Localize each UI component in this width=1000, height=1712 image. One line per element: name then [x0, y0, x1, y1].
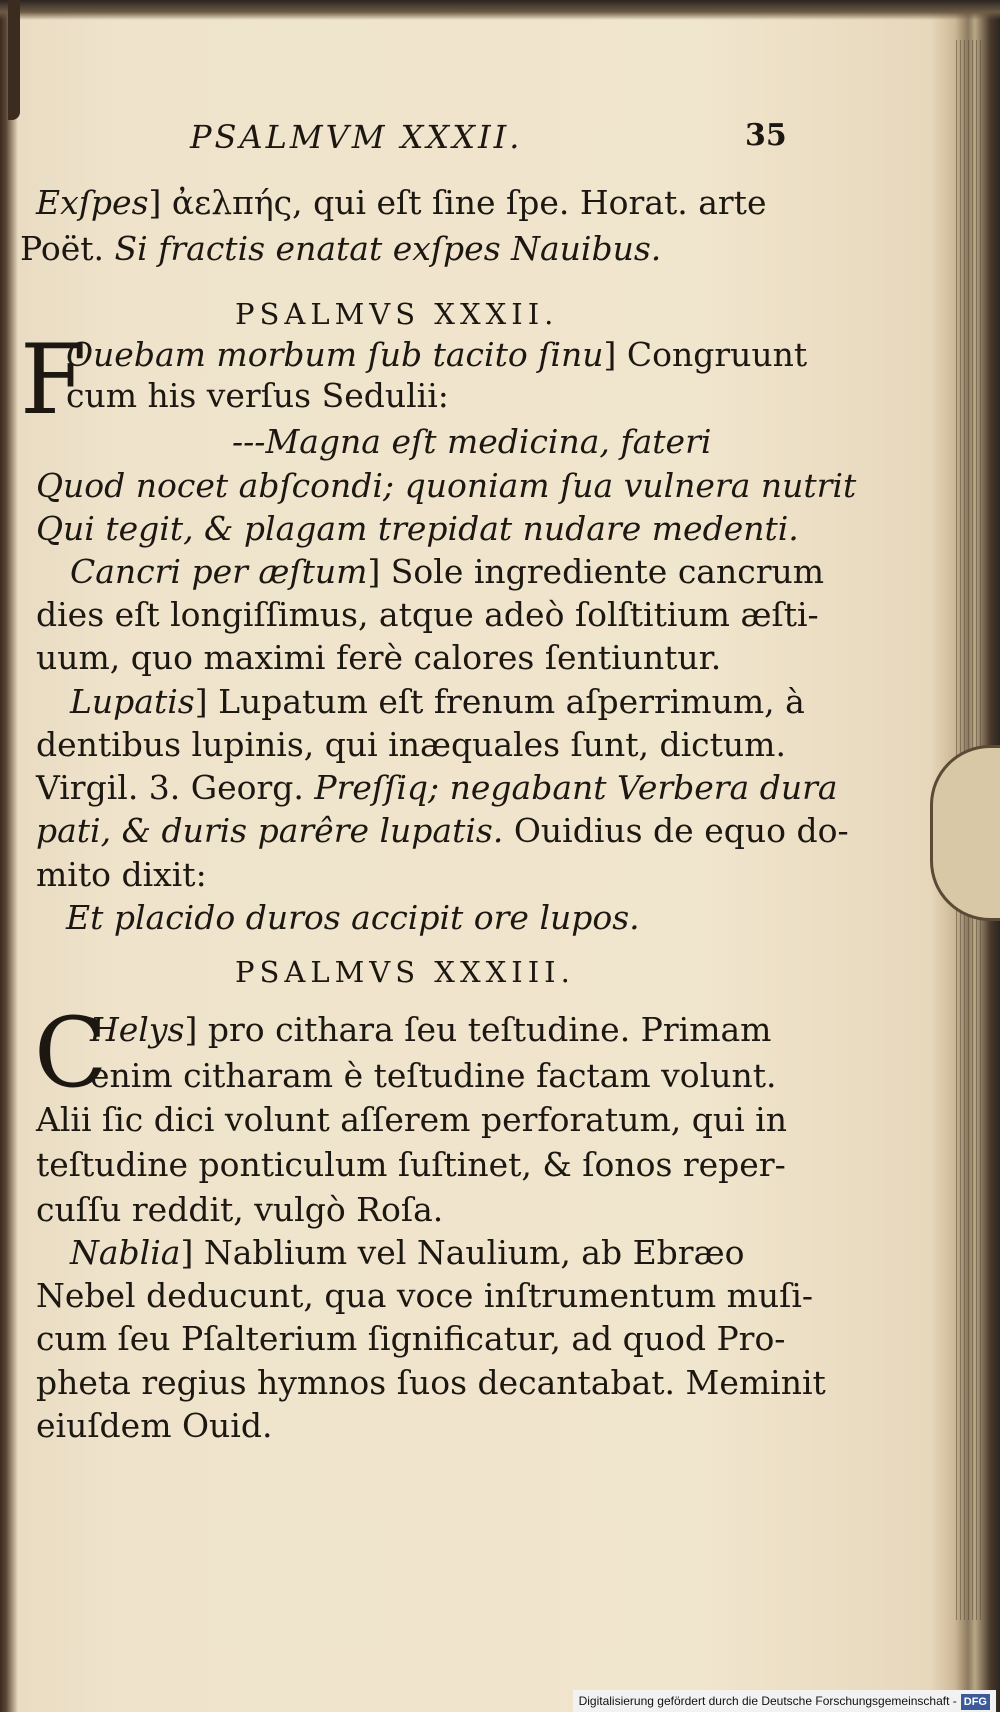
text-line: [36, 811, 849, 851]
roman-segment: ] Congruunt: [603, 335, 808, 374]
text-line: [36, 1145, 786, 1185]
roman-segment: uum, quo maximi ferè calores ſentiuntur.: [36, 638, 722, 677]
italic-segment: Ouebam morbum ſub tacito ſinu: [66, 335, 604, 374]
text-line: [36, 1363, 826, 1403]
roman-segment: mito dixit:: [36, 855, 207, 894]
roman-segment: ] ἀελπής, qui eſt ſine ſpe. Horat. arte: [148, 183, 767, 222]
roman-segment: ] Nablium vel Naulium, ab Ebræo: [180, 1233, 745, 1272]
text-line: [36, 466, 856, 506]
drop-cap-c: C: [34, 997, 108, 1109]
text-line: [90, 1056, 776, 1096]
roman-segment: Nebel deducunt, qua voce inſtrumentum muſi-: [36, 1276, 814, 1315]
italic-segment: Helys: [90, 1010, 185, 1049]
text-line: [36, 595, 819, 635]
text-line: [70, 552, 824, 592]
footer-credit: [573, 1690, 996, 1712]
text-line: [70, 1233, 744, 1273]
text-line: [36, 768, 838, 808]
roman-segment: Virgil. 3. Georg.: [36, 768, 315, 807]
roman-segment: cuſſu reddit, vulgò Roſa.: [36, 1190, 444, 1229]
text-line: [36, 855, 207, 895]
text-line: [36, 1319, 785, 1359]
italic-segment: Cancri per æſtum: [70, 552, 368, 591]
roman-segment: ] Sole ingrediente cancrum: [367, 552, 825, 591]
italic-segment: Nablia: [70, 1233, 181, 1272]
text-line: [36, 1190, 443, 1230]
italic-segment: Qui tegit, & plagam trepidat nudare medenti.: [36, 509, 799, 548]
text-line: [20, 229, 661, 269]
roman-segment: dies eſt longiſſimus, atque adeò ſolſtitium æſti-: [36, 595, 819, 634]
running-head: PSALMVM XXXII.: [190, 118, 523, 156]
text-line: [36, 638, 721, 678]
roman-segment: Poët.: [20, 229, 115, 268]
roman-segment: ] pro cithara ſeu teſtudine. Primam: [184, 1010, 772, 1049]
roman-segment: pheta regius hymnos ſuos decantabat. Meminit: [36, 1363, 826, 1402]
roman-segment: enim citharam è teſtudine factam volunt.: [90, 1056, 777, 1095]
psalm-heading-32: PSALMVS XXXII.: [235, 297, 559, 331]
italic-segment: ---Magna eſt medicina, fateri: [232, 422, 712, 461]
roman-segment: cum his verſus Sedulii:: [66, 376, 449, 415]
italic-segment: Quod nocet abſcondi; quoniam ſua vulnera nutrit: [36, 466, 857, 505]
italic-segment: Et placido duros accipit ore lupos.: [66, 898, 640, 937]
text-line: [70, 682, 805, 722]
italic-segment: Si fractis enatat exſpes Nauibus.: [114, 229, 662, 268]
text-line: [232, 422, 711, 462]
roman-segment: teſtudine ponticulum ſuſtinet, & ſonos reper-: [36, 1145, 786, 1184]
italic-segment: Exſpes: [36, 183, 149, 222]
text-line: [66, 335, 807, 375]
text-line: [66, 376, 449, 416]
text-line: [36, 183, 766, 223]
roman-segment: ] Lupatum eſt frenum aſperrimum, à: [194, 682, 805, 721]
dfg-logo: DFG: [961, 1694, 990, 1710]
roman-segment: dentibus lupinis, qui inæquales ſunt, dictum.: [36, 725, 786, 764]
text-line: [36, 725, 786, 765]
text-line: [90, 1010, 771, 1050]
italic-segment: Preſſiq; negabant Verbera dura: [314, 768, 838, 807]
text-line: [36, 509, 799, 549]
drop-cap-f: F: [20, 324, 87, 436]
text-line: [66, 898, 640, 938]
italic-segment: pati, & duris parêre lupatis.: [36, 811, 504, 850]
roman-segment: cum ſeu Pſalterium ſignificatur, ad quod Pro-: [36, 1319, 786, 1358]
text-line: [36, 1100, 787, 1140]
footer-text: Digitalisierung gefördert durch die Deutsche Forschungsgemeinschaft -: [578, 1694, 957, 1708]
psalm-heading-33: PSALMVS XXXIII.: [235, 955, 575, 989]
roman-segment: eiuſdem Ouid.: [36, 1406, 273, 1445]
roman-segment: Alii ſic dici volunt aſſerem perforatum, qui in: [36, 1100, 787, 1139]
text-line: [36, 1276, 813, 1316]
italic-segment: Lupatis: [70, 682, 195, 721]
roman-segment: Ouidius de equo do-: [503, 811, 849, 850]
page-number: 35: [745, 118, 787, 153]
text-line: [36, 1406, 272, 1446]
